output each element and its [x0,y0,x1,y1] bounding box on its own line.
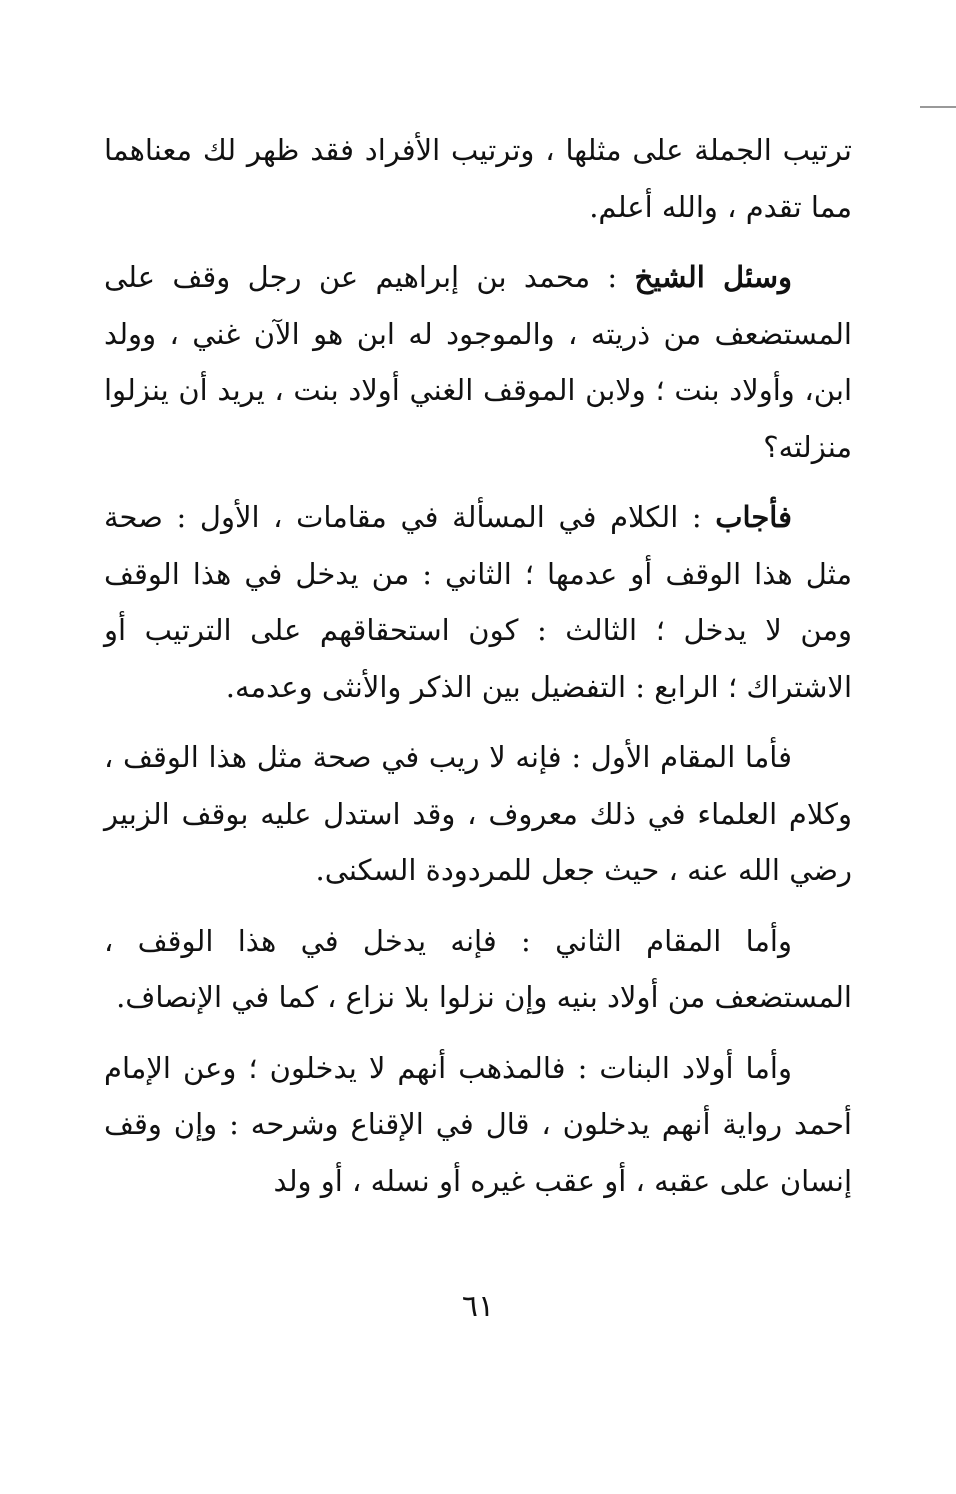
paragraph-answer [104,489,852,715]
scan-edge-mark [920,106,956,108]
paragraph-continuation [104,122,852,235]
paragraph-question [104,249,852,475]
paragraph-text: ترتيب الجملة على مثلها ، وترتيب الأفراد فقد ظهر لك معناهما مما تقدم ، والله أعلم. [104,133,852,224]
paragraph-lead: وسئل الشيخ [634,260,793,294]
paragraph-text: وأما أولاد البنات : فالمذهب أنهم لا يدخلون ؛ وعن الإمام أحمد رواية أنهم يدخلون ، قال في الإقناع وشرحه : وإن وقف إنسان على عقبه ، أو عقب غيره أو نسله ، أو ولد [104,1050,852,1198]
paragraph-daughters-children [104,1040,852,1210]
paragraph-text: : محمد بن إبراهيم عن رجل وقف على المستضعف من ذريته ، والموجود له ابن هو الآن غني ، وولد ابن، وأولاد بنت ؛ ولابن الموقف الغني أولاد بنت ، يريد أن ينزلوا منزلته؟ [104,260,852,464]
paragraph-second-position [104,913,852,1026]
paragraph-first-position [104,729,852,899]
paragraph-text: فأما المقام الأول : فإنه لا ريب في صحة مثل هذا الوقف ، وكلام العلماء في ذلك معروف ، وقد استدل عليه بوقف الزبير رضي الله عنه ، حيث جعل للمردودة السكنى. [104,740,852,887]
page-body [104,122,852,1209]
paragraph-text: وأما المقام الثاني : فإنه يدخل في هذا الوقف ، المستضعف من أولاد بنيه وإن نزلوا بلا نزاع ، كما في الإنصاف. [104,923,852,1014]
paragraph-lead: فأجاب [715,500,792,534]
page-number: ٦١ [461,1289,495,1324]
paragraph-text: : الكلام في المسألة في مقامات ، الأول : صحة مثل هذا الوقف أو عدمها ؛ الثاني : من يدخل في هذا الوقف ومن لا يدخل ؛ الثالث : كون استحقاقهم على الترتيب أو الاشتراك ؛ الرابع : التفضيل بين الذكر والأنثى وعدمه. [104,500,852,704]
